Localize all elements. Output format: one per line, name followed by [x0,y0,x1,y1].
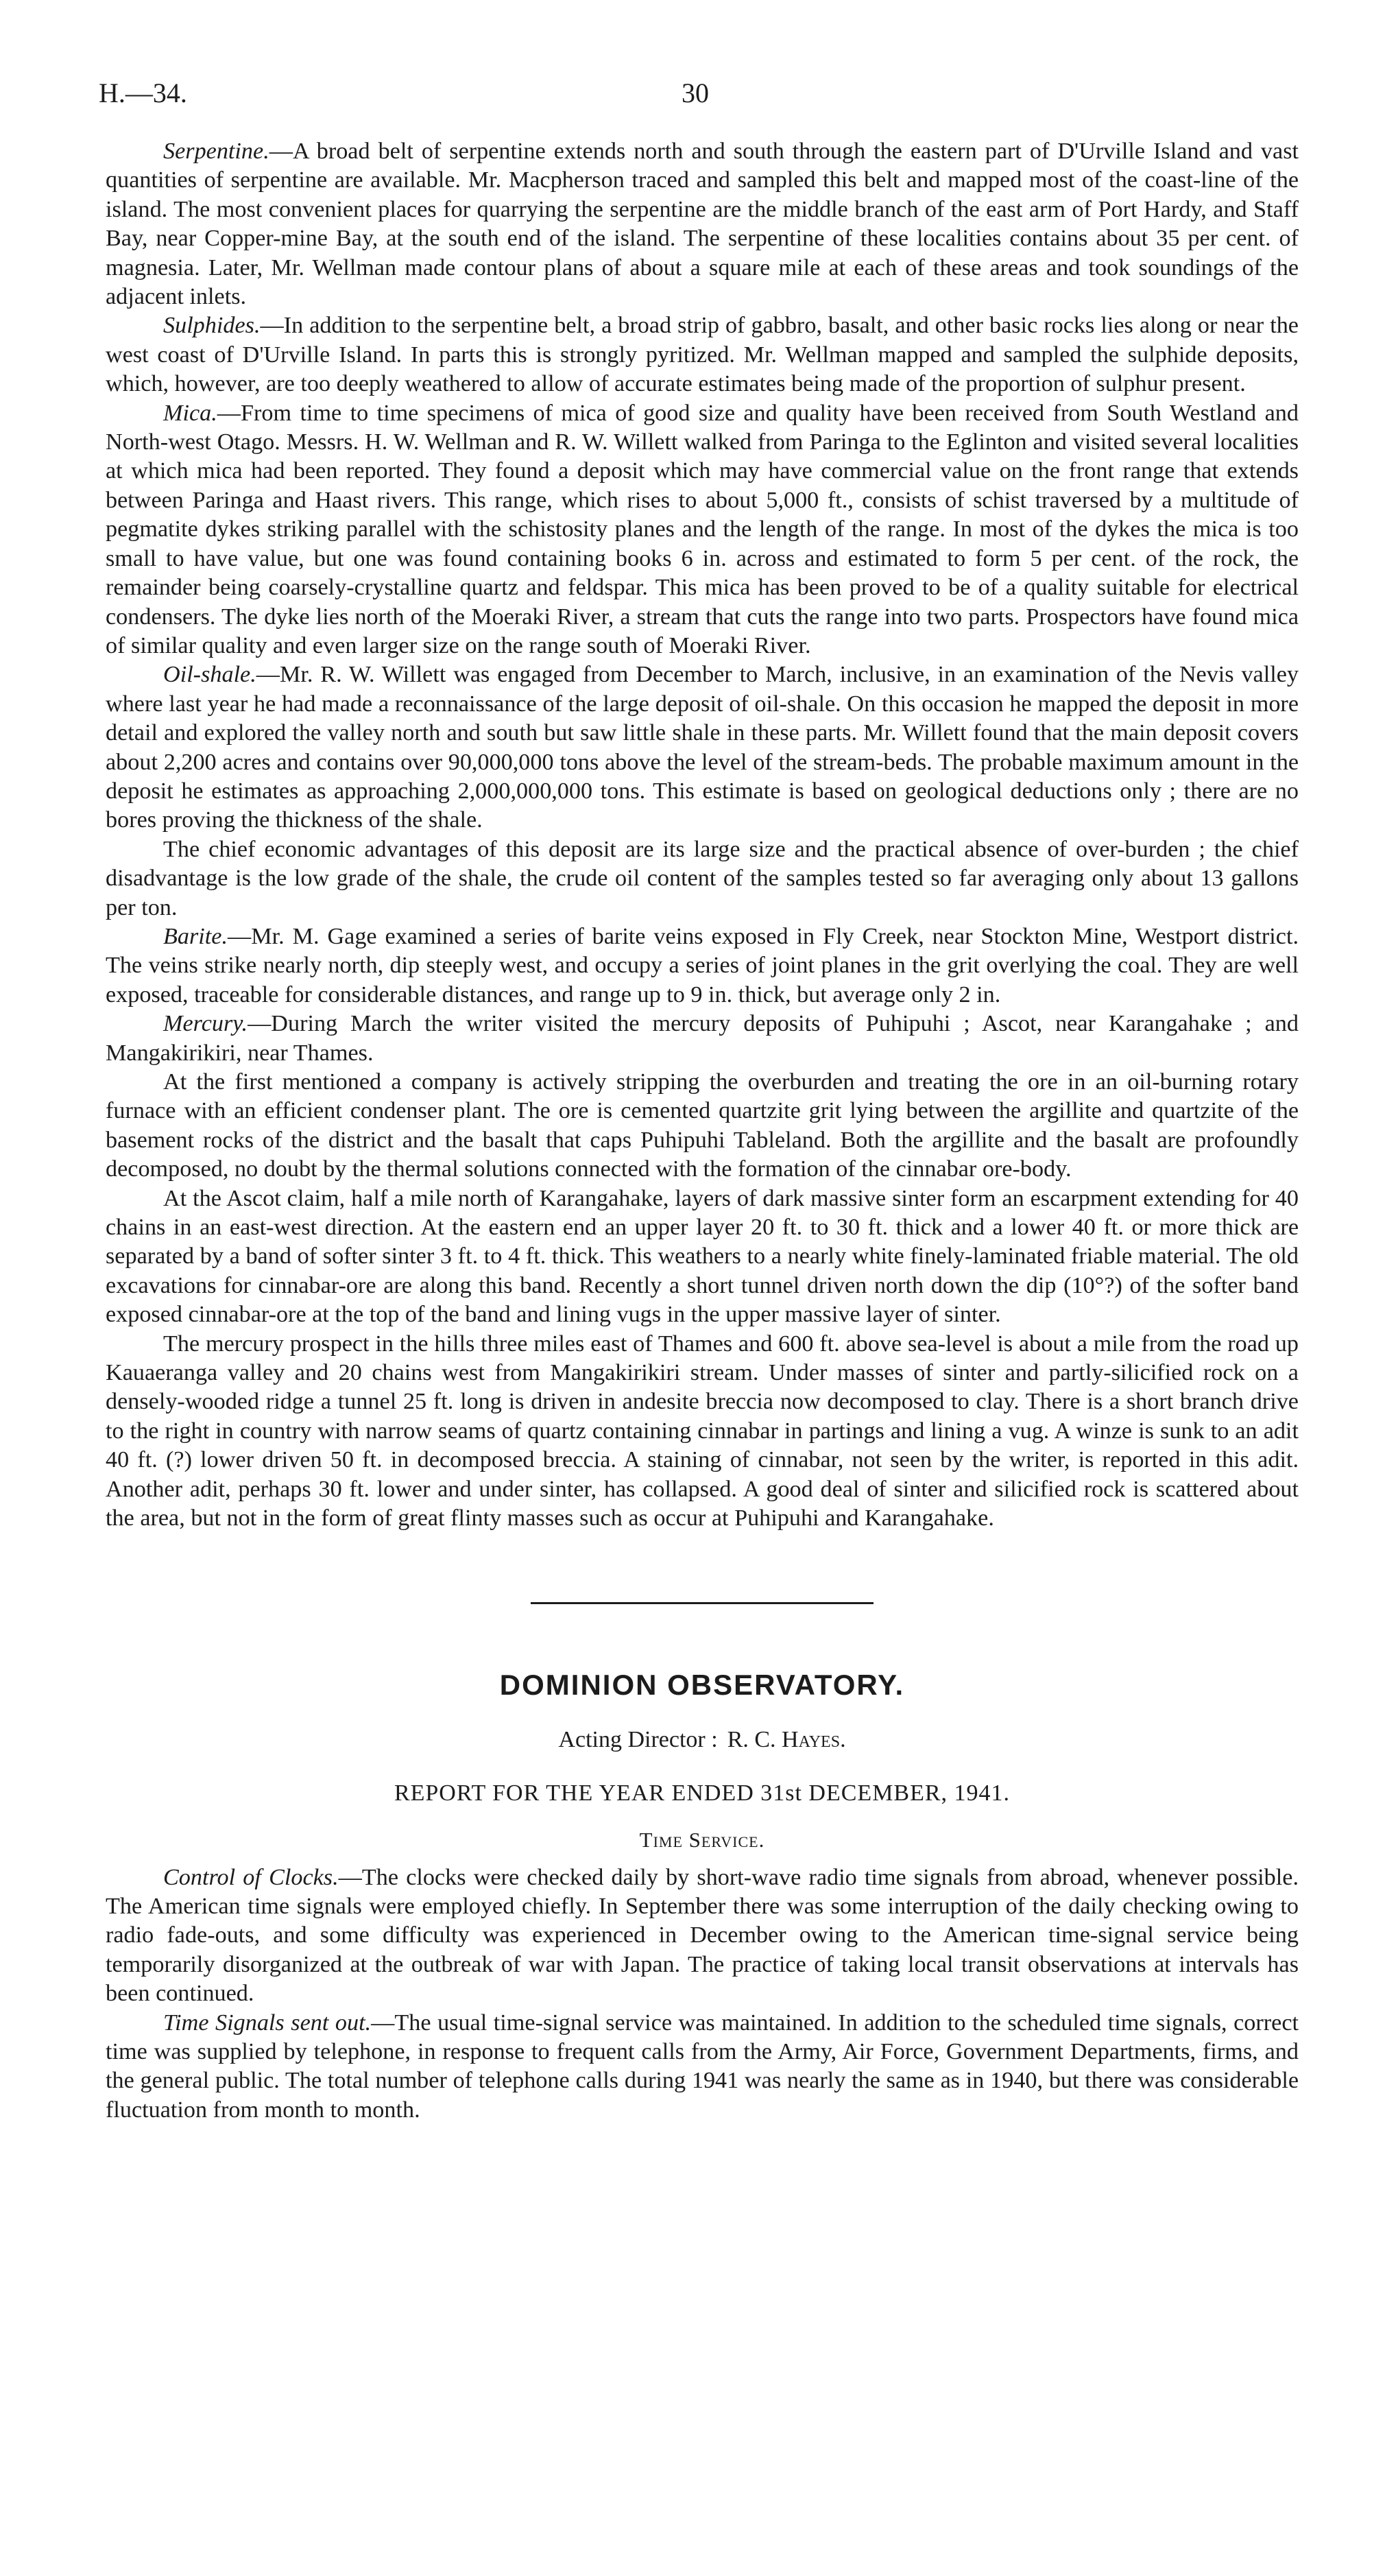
paragraph-lead: Control of Clocks. [163,1864,339,1890]
subheading: Time Service. [639,1827,765,1852]
observatory-section [106,1863,1299,2125]
paragraph-text: The mercury prospect in the hills three miles east of Thames and 600 ft. above sea-level is about a mile from the road up Kauaeranga valley and 20 chains west from Mangakirikiri stream. Under masses of sinter and partly-silicified rock on a densely-wooded ridge a tunnel 25 ft. long is driven in andesite breccia now decomposed to clay. There is a short branch drive to the right in country with narrow seams of quartz containing cinnabar in partings and lining a vug. A winze is sunk to an adit 40 ft. (?) lower driven 50 ft. in decomposed breccia. A staining of cinnabar, not seen by the writer, is reported in this adit. Another adit, perhaps 30 ft. lower and under sinter, has collapsed. A good deal of sinter and silicified rock is scattered about the area, but not in the form of great flinty masses such as occur at Puhipuhi and Karangahake. [106,1331,1299,1531]
paragraph-ascot [106,1184,1299,1330]
paragraph-text: At the Ascot claim, half a mile north of Karangahake, layers of dark massive sinter form an escarpment extending for 40 chains in an east-west direction. At the eastern end an upper layer 20 ft. to 30 ft. thick and a lower 40 ft. or more thick are separated by a band of softer sinter 3 ft. to 4 ft. thick. This weathers to a nearly white finely-laminated friable material. The old excavations for cinnabar-ore are along this band. Recently a short tunnel driven north down the dip (10°?) of the softer band exposed cinnabar-ore at the top of the band and lining vugs in the upper massive layer of sinter. [106,1185,1299,1328]
paragraph-text: —The clocks were checked daily by short-wave radio time signals from abroad, whenever possible. The American time signals were employed chiefly. In September there was some interruption of the daily checking owing to radio fade-outs, and some difficulty was experienced in December owing to the American time-signal service being temporarily disorganized at the outbreak of war with Japan. The practice of taking local transit observations at intervals has been continued. [106,1864,1299,2007]
acting-director-label: Acting Director : [558,1726,718,1752]
paragraph-mica [106,399,1299,661]
paragraph-lead: Barite. [163,923,228,949]
paragraph-lead: Sulphides. [163,313,261,339]
paragraph-control-of-clocks [106,1863,1299,2009]
acting-director-name: R. C. Hayes. [727,1726,846,1752]
report-title: REPORT FOR THE YEAR ENDED 31st DECEMBER, 1941. [394,1780,1011,1806]
paragraph-mercury [106,1010,1299,1068]
paragraph-puhipuhi [106,1068,1299,1184]
paragraph-thames [106,1330,1299,1534]
paragraph-lead: Oil-shale. [163,662,256,688]
paragraph-lead: Serpentine. [163,139,269,164]
paragraph-text: —Mr. M. Gage examined a series of barite veins exposed in Fly Creek, near Stockton Mine, Westport district. The veins strike nearly north, dip steeply west, and occupy a series of joint planes in the grit overlying the coal. They are well exposed, traceable for considerable distances, and range up to 9 in. thick, but average only 2 in. [106,923,1299,1007]
paragraph-text: —Mr. R. W. Willett was engaged from December to March, inclusive, in an examination of the Nevis valley where last year he had made a reconnaissance of the large deposit of oil-shale. On this occasion he mapped the deposit in more detail and explored the valley north and south but saw little shale in these parts. Mr. Willett found that the main deposit covers about 2,200 acres and contains over 90,000,000 tons above the level of the stream-beds. The probable maximum amount in the deposit he estimates as approaching 2,000,000,000 tons. This estimate is based on geological deductions only ; there are no bores proving the thickness of the shale. [106,662,1299,833]
page-header [99,77,1292,118]
document-reference: H.—34. [99,77,187,108]
paragraph-serpentine [106,137,1299,311]
paragraph-oil-shale-economics [106,835,1299,922]
paragraph-text: At the first mentioned a company is actively stripping the overburden and treating the ore in an oil-burning rotary furnace with an efficient condenser plant. The ore is cemented quartzite grit lying between the argillite and quartzite of the basement rocks of the district and the basalt that caps Puhipuhi Tableland. Both the argillite and the basalt are profoundly decomposed, no doubt by the thermal solutions connected with the formation of the cinnabar ore-body. [106,1069,1299,1182]
mineral-reports-section [106,137,1299,1534]
paragraph-text: —The usual time-signal service was maintained. In addition to the scheduled time signals, correct time was supplied by telephone, in response to frequent calls from the Army, Air Force, Government Departments, firms, and the general public. The total number of telephone calls during 1941 was nearly the same as in 1940, but there was considerable fluctuation from month to month. [106,2009,1299,2123]
paragraph-lead: Mercury. [163,1011,248,1037]
paragraph-text: —In addition to the serpentine belt, a broad strip of gabbro, basalt, and other basic rocks lies along or near the west coast of D'Urville Island. In parts this is strongly pyritized. Mr. Wellman mapped and sampled the sulphide deposits, which, however, are too deeply weathered to allow of accurate estimates being made of the proportion of sulphur present. [106,313,1299,397]
paragraph-barite [106,922,1299,1010]
paragraph-text: —From time to time specimens of mica of good size and quality have been received from South Westland and North-west Otago. Messrs. H. W. Wellman and R. W. Willett walked from Paringa to the Eglinton and visited several localities at which mica had been reported. They found a deposit which may have commercial value on the front range that extends between Paringa and Haast rivers. This range, which rises to about 5,000 ft., consists of schist traversed by a multitude of pegmatite dykes striking parallel with the schistosity planes and the length of the range. In most of the dykes the mica is too small to have value, but one was found containing books 6 in. across and estimated to form 5 per cent. of the rock, the remainder being coarsely-crystalline quartz and feldspar. This mica has been proved to be of a quality suitable for electrical condensers. The dyke lies north of the Moeraki River, a stream that cuts the range into two parts. Prospectors have found mica of similar quality and even larger size on the range south of Moeraki River. [106,400,1299,658]
paragraph-lead: Time Signals sent out. [163,2009,372,2036]
paragraph-text: —During March the writer visited the mercury deposits of Puhipuhi ; Ascot, near Karangahake ; and Mangakirikiri, near Thames. [106,1011,1299,1066]
paragraph-text: —A broad belt of serpentine extends north and south through the eastern part of D'Urville Island and vast quantities of serpentine are available. Mr. Macpherson traced and sampled this belt and mapped most of the coast-line of the island. The most convenient places for quarrying the serpentine are the middle branch of the east arm of Port Hardy, and Staff Bay, near Copper-mine Bay, at the south end of the island. The serpentine of these localities contains about 35 per cent. of magnesia. Later, Mr. Wellman made contour plans of about a square mile at each of these areas and took soundings of the adjacent inlets. [106,139,1299,310]
paragraph-sulphides [106,311,1299,398]
page-body [106,137,1299,2125]
acting-director-line [106,1725,1299,1755]
paragraph-oil-shale [106,660,1299,835]
section-divider [531,1602,874,1604]
section-title: DOMINION OBSERVATORY. [499,1668,905,1701]
page-number: 30 [682,77,709,108]
paragraph-time-signals [106,2009,1299,2125]
paragraph-text: The chief economic advantages of this deposit are its large size and the practical absence of over-burden ; the chief disadvantage is the low grade of the shale, the crude oil content of the samples tested so far averaging only about 13 gallons per ton. [106,836,1299,920]
paragraph-lead: Mica. [163,400,217,426]
